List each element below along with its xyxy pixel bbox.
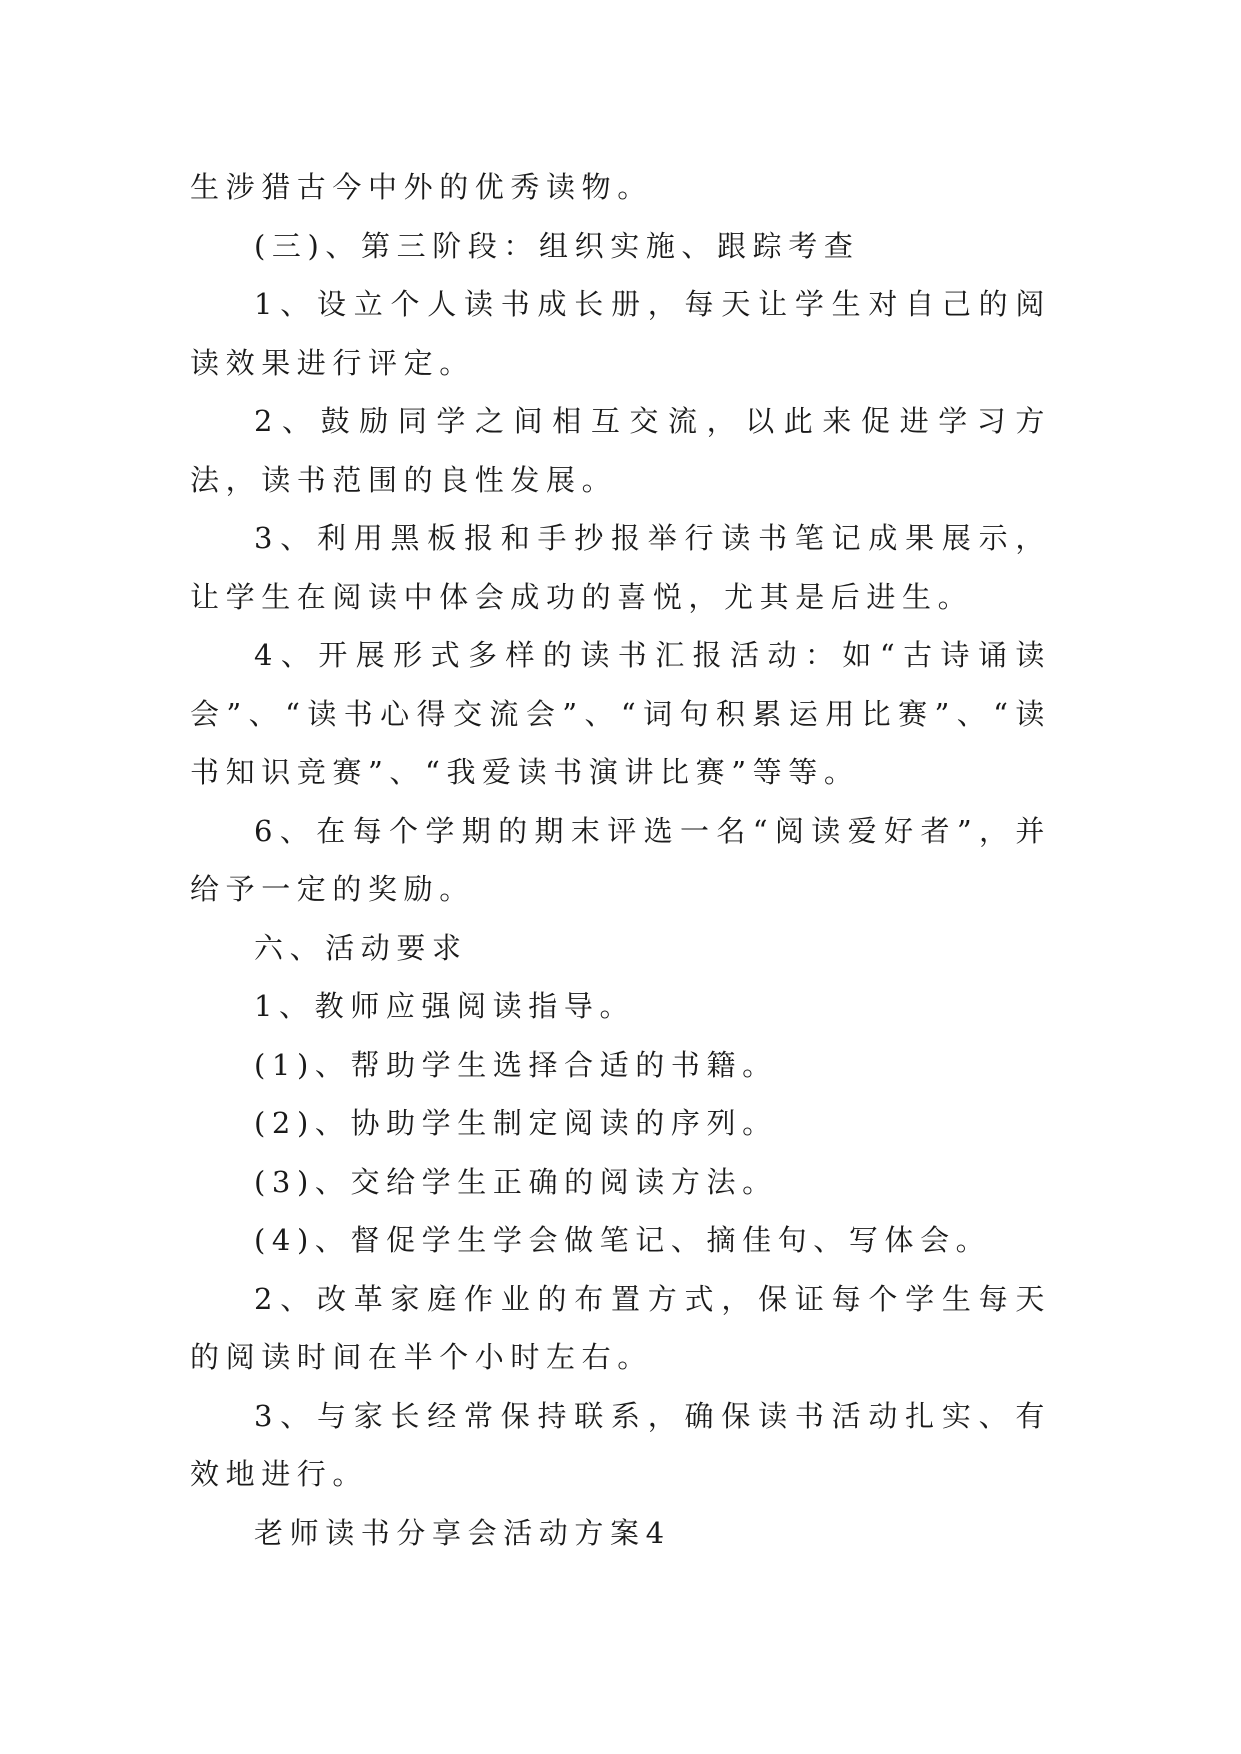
paragraph: 4、开展形式多样的读书汇报活动：如“古诗诵读会”、“读书心得交流会”、“词句积累运用比赛”、“读书知识竞赛”、“我爱读书演讲比赛”等等。 [190, 638, 1051, 789]
paragraph: 2、改革家庭作业的布置方式，保证每个学生每天的阅读时间在半个小时左右。 [190, 1281, 1051, 1374]
list-item: (1)、帮助学生选择合适的书籍。 [254, 1047, 778, 1082]
paragraph: 2、鼓励同学之间相互交流，以此来促进学习方法，读书范围的良性发展。 [190, 404, 1051, 497]
paragraph: 3、与家长经常保持联系，确保读书活动扎实、有效地进行。 [190, 1398, 1051, 1491]
document-body [190, 158, 1051, 1562]
list-item: (4)、督促学生学会做笔记、摘佳句、写体会。 [254, 1223, 992, 1257]
paragraph: 3、利用黑板报和手抄报举行读书笔记成果展示，让学生在阅读中体会成功的喜悦，尤其是后进生。 [190, 521, 1051, 614]
section-heading-stage-three: (三)、第三阶段：组织实施、跟踪考查 [254, 228, 860, 263]
paragraph: 6、在每个学期的期末评选一名“阅读爱好者”，并给予一定的奖励。 [190, 813, 1051, 906]
paragraph: 生涉猎古今中外的优秀读物。 [190, 170, 653, 204]
list-item: (3)、交给学生正确的阅读方法。 [254, 1164, 778, 1199]
paragraph: 1、设立个人读书成长册，每天让学生对自己的阅读效果进行评定。 [190, 287, 1051, 380]
section-heading-requirements: 六、活动要求 [254, 930, 468, 965]
document-title-next: 老师读书分享会活动方案4 [254, 1515, 671, 1550]
list-item: (2)、协助学生制定阅读的序列。 [254, 1106, 778, 1140]
paragraph: 1、教师应强阅读指导。 [254, 989, 636, 1023]
